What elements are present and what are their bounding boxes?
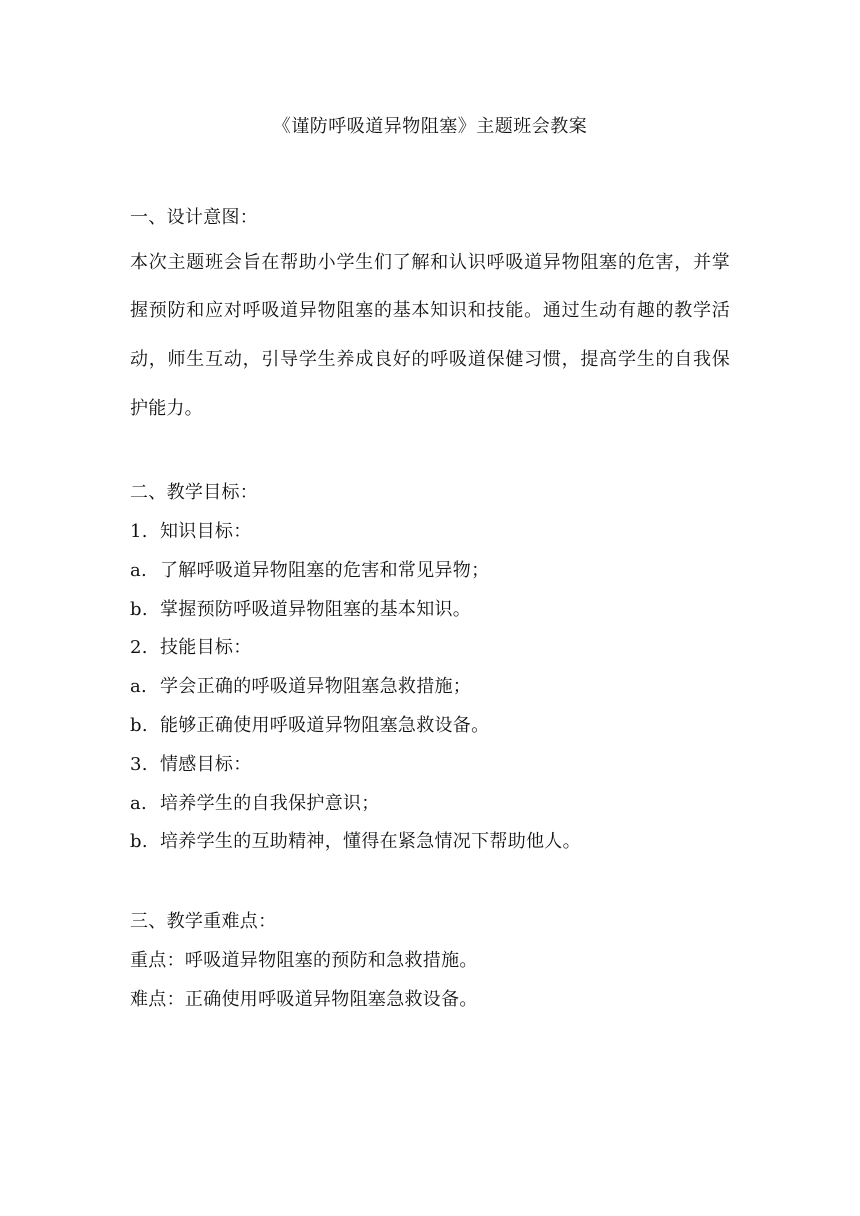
section-gap bbox=[130, 433, 730, 474]
list-item-text: 学会正确的呼吸道异物阻塞急救措施； bbox=[160, 676, 472, 698]
section-gap bbox=[130, 862, 730, 903]
list-item-text: 能够正确使用呼吸道异物阻塞急救设备。 bbox=[160, 714, 490, 736]
design-paragraph: 本次主题班会旨在帮助小学生们了解和认识呼吸道异物阻塞的危害，并掌握预防和应对呼吸道异物阻塞的基本知识和技能。通过生动有趣的教学活动，师生互动，引导学生养成良好的呼吸道保健习惯，提高学生的自我保护能力。 bbox=[130, 251, 730, 419]
list-item-text: 了解呼吸道异物阻塞的危害和常见异物； bbox=[160, 559, 490, 581]
list-marker: 3. bbox=[130, 753, 148, 775]
list-marker: 2. bbox=[130, 637, 148, 659]
goal-group-skills bbox=[130, 629, 730, 668]
list-item bbox=[130, 707, 730, 746]
section-heading-design: 一、设计意图： bbox=[130, 207, 259, 228]
list-item bbox=[130, 591, 730, 630]
goal-group-knowledge bbox=[130, 513, 730, 552]
list-marker: b. bbox=[130, 714, 148, 736]
list-item-text: 掌握预防呼吸道异物阻塞的基本知识。 bbox=[160, 598, 472, 620]
section-heading-goals: 二、教学目标： bbox=[130, 482, 259, 504]
goal-group-label: 技能目标： bbox=[160, 637, 252, 659]
list-marker: b. bbox=[130, 598, 148, 620]
document-title: 《谨防呼吸道异物阻塞》主题班会教案 bbox=[272, 116, 588, 137]
list-marker: a. bbox=[130, 559, 148, 581]
goal-group-label: 知识目标： bbox=[160, 520, 252, 542]
document-body bbox=[130, 199, 730, 1020]
list-item-text: 培养学生的互助精神，懂得在紧急情况下帮助他人。 bbox=[160, 831, 581, 853]
list-item bbox=[130, 668, 730, 707]
key-point: 重点：呼吸道异物阻塞的预防和急救措施。 bbox=[130, 949, 478, 971]
list-item bbox=[130, 823, 730, 862]
goal-group-emotion bbox=[130, 746, 730, 785]
goal-group-label: 情感目标： bbox=[160, 753, 252, 775]
list-marker: b. bbox=[130, 831, 148, 853]
list-item-text: 培养学生的自我保护意识； bbox=[160, 792, 380, 814]
list-marker: a. bbox=[130, 676, 148, 698]
list-item bbox=[130, 785, 730, 824]
section-heading-focus: 三、教学重难点： bbox=[130, 911, 277, 933]
list-marker: 1. bbox=[130, 520, 148, 542]
difficult-point: 难点：正确使用呼吸道异物阻塞急救设备。 bbox=[130, 988, 478, 1010]
list-marker: a. bbox=[130, 792, 148, 814]
list-item bbox=[130, 552, 730, 591]
